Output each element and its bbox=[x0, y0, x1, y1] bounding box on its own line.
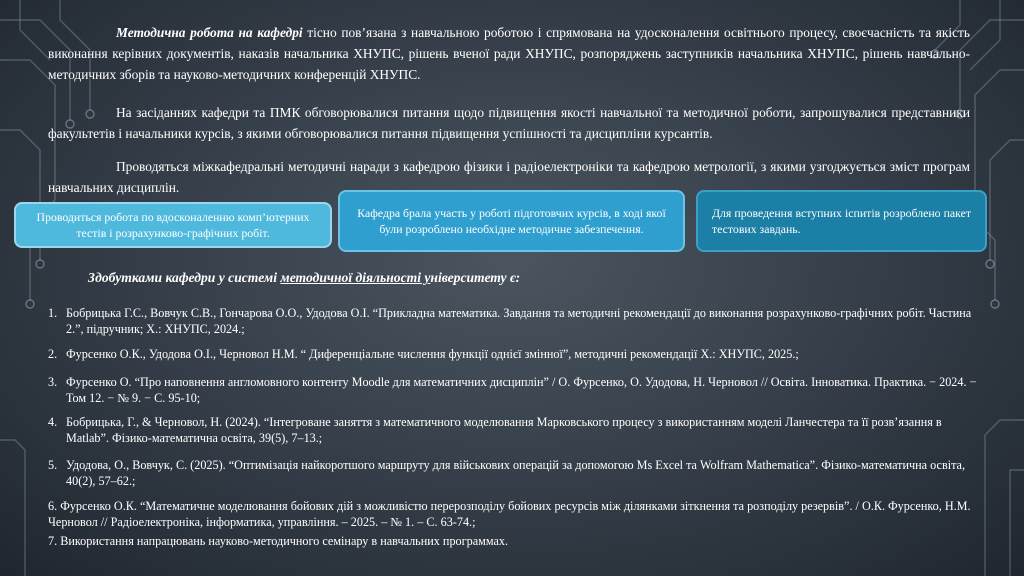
intro-lead: Методична робота на кафедрі bbox=[116, 25, 303, 40]
heading-part2: методичної діяльності у bbox=[280, 270, 431, 285]
reference-text: Удодова, О., Вовчук, С. (2025). “Оптимізація найкоротшого маршруту для військових операцій за допомогою Ms Excel та Wolfram Mathematica”. Фізико-математична освіта, 40(2), 57–62.; bbox=[66, 458, 966, 488]
intro-rest: тісно пов’язана з навчальною роботою і спрямована на удосконалення освітнього процесу, своєчасність та якість виконання керівних документів, наказів начальника ХНУПС, рішень вченої ради ХНУПС, розпоряджень заступників начальника ХНУПС, рішень навчально-методичних зборів та науково-методичних конференцій ХНУПС. bbox=[48, 25, 970, 82]
info-box-exams-text: Для проведення вступних іспитів розроблено пакет тестових завдань. bbox=[712, 206, 971, 236]
reference-text: Бобрицька, Г., & Черновол, Н. (2024). “Інтегроване заняття з математичного моделювання Марковського процесу з використанням моделі Ланчестера та її розв’язання в Matlab”. Фізико-математична освіта, 39(5), 7–13.; bbox=[66, 415, 942, 445]
reference-text: Бобрицька Г.С., Вовчук С.В., Гончарова О.О., Удодова О.І. “Прикладна математика. Завдання та методичні рекомендації до виконання розрахунково-графічних робіт. Частина 2.”, підручник; Х.: ХНУПС, 2024.; bbox=[66, 306, 972, 336]
reference-item-7 bbox=[48, 533, 978, 549]
intro-paragraph bbox=[48, 22, 970, 85]
heading-part3: ніверситету є: bbox=[430, 270, 521, 285]
reference-text: 6. Фурсенко О.К. “Математичне моделювання бойових дій з можливістю перерозподілу бойових ресурсів між ділянками зіткнення та розподілу резервів”. / О.К. Фурсенко, Н.М. Черновол // Радіоелектроніка, інформатика, управління. – 2025. – № 1. – С. 63-74.; bbox=[48, 499, 971, 529]
reference-number: 1. bbox=[48, 306, 58, 320]
info-box-courses bbox=[338, 190, 685, 252]
reference-number: 3. bbox=[48, 375, 58, 389]
info-box-exams bbox=[696, 190, 987, 252]
info-box-courses-text: Кафедра брала участь у роботі підготовчих курсів, в ході якої були розроблено необхідне методичне забезпечення. bbox=[357, 206, 666, 236]
reference-number: 4. bbox=[48, 415, 58, 429]
info-box-tests-text: Проводиться робота по вдосконаленню комп’ютерних тестів і розрахунково-графічних робіт. bbox=[36, 210, 310, 240]
reference-number: 2. bbox=[48, 347, 58, 361]
info-box-tests bbox=[14, 202, 332, 248]
reference-text: Фурсенко О.К., Удодова О.І., Черновол Н.М. “ Диференціальне числення функції однієї змінної”, методичні рекомендації Х.: ХНУПС, 2025.; bbox=[66, 347, 799, 361]
reference-text: Фурсенко О. “Про наповнення англомовного контенту Moodle для математичних дисциплін” / О. Фурсенко, О. Удодова, Н. Черновол // Освіта. Інноватика. Практика. − 2024. − Том 12. − № 9. − С. 95-10; bbox=[66, 375, 977, 405]
achievements-heading bbox=[88, 270, 520, 286]
meetings-paragraph: На засіданнях кафедри та ПМК обговорювалися питання щодо підвищення якості навчальної та методичної роботи, запрошувалися представники факультетів і начальники курсів, з якими обговорювалися питання підвищення успішності та дисципліни курсантів. bbox=[48, 105, 970, 141]
heading-part1: Здобутками кафедри у системі bbox=[88, 270, 281, 285]
interdepartmental-paragraph: Проводяться міжкафедральні методичні наради з кафедрою фізики і радіоелектроніки та кафедрою метрології, з якими узгоджується зміст програм навчальних дисциплін. bbox=[48, 159, 970, 195]
reference-item-6 bbox=[48, 498, 978, 530]
reference-text: 7. Використання напрацювань науково-методичного семінару в навчальних программах. bbox=[48, 534, 509, 548]
reference-number: 5. bbox=[48, 458, 58, 472]
